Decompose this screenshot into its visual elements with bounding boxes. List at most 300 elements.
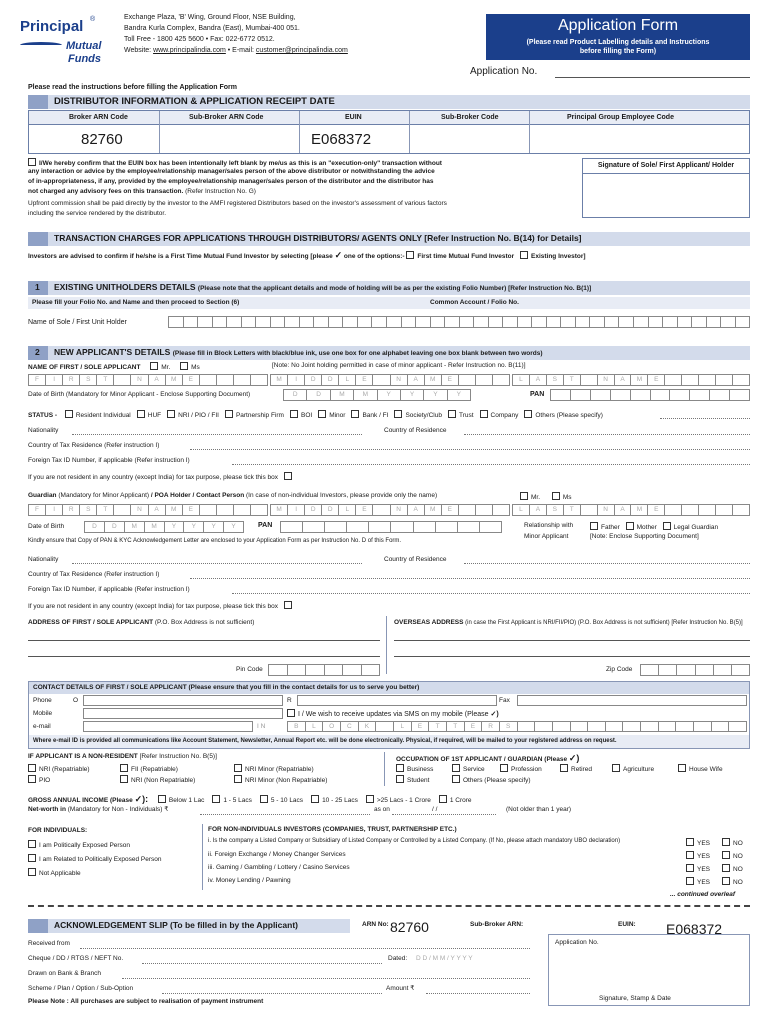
section2-header-bar [28, 346, 750, 360]
no-label: NO [733, 840, 743, 847]
grid-cell[interactable]: M [354, 390, 377, 400]
grid-cell[interactable]: S [80, 375, 97, 385]
grid-cell[interactable]: D [322, 505, 339, 515]
ms-checkbox[interactable] [180, 362, 188, 370]
grid-cell[interactable] [682, 505, 699, 515]
grid-cell[interactable]: M [631, 505, 648, 515]
grid-cell[interactable]: M [125, 522, 145, 532]
ack-amount-field[interactable] [426, 993, 530, 994]
business-checkbox[interactable] [396, 764, 404, 772]
grid-cell[interactable]: Y [424, 390, 447, 400]
email-label: e-mail [33, 723, 51, 730]
related-pep-checkbox[interactable] [28, 854, 36, 862]
email-grid-cell[interactable]: S [500, 722, 518, 731]
relationship-box [520, 520, 750, 546]
email-grid-cell[interactable] [659, 722, 677, 731]
grid-cell[interactable]: M [166, 505, 183, 515]
distributor-header-bar [28, 95, 750, 109]
email-grid-cell[interactable]: B [288, 722, 306, 731]
email-input-left[interactable] [83, 721, 253, 732]
grid-cell[interactable]: N [598, 505, 615, 515]
yes-checkbox[interactable] [686, 838, 694, 846]
email-grid-cell[interactable]: K [359, 722, 377, 731]
grid-cell[interactable]: D [105, 522, 125, 532]
email-grid-cell[interactable] [641, 722, 659, 731]
networth-field[interactable] [200, 814, 370, 815]
email-grid-cell[interactable] [712, 722, 730, 731]
g-country-tax-label: Country of Tax Residence (Refer instruction I) [28, 571, 160, 578]
grid-cell[interactable] [114, 505, 131, 515]
yes-label: YES [697, 840, 711, 847]
no-option [722, 851, 743, 860]
mother-checkbox[interactable] [626, 522, 634, 530]
grid-cell[interactable]: S [547, 505, 564, 515]
guardian-ms-checkbox[interactable] [552, 492, 560, 500]
ack-drawn-field[interactable] [122, 978, 530, 979]
ack-received-field[interactable] [80, 948, 530, 949]
foreign-tax-field[interactable] [232, 464, 750, 465]
grid-cell[interactable]: Y [401, 390, 424, 400]
grid-cell[interactable]: Y [378, 390, 401, 400]
pin-code-label: Pin Code [236, 666, 263, 673]
grid-cell[interactable]: N [391, 375, 408, 385]
guardian-title-row: Mr. Ms [520, 492, 572, 501]
grid-cell[interactable]: M [166, 375, 183, 385]
status-row: STATUS - Resident Individual HUF NRI / PIO / FII Partnership Firm BOI Minor Bank / FI Society/Club Trust Company Others (Please specify) [28, 412, 603, 419]
grid-cell[interactable] [733, 505, 749, 515]
guardian-dob-label: Date of Birth [28, 523, 65, 530]
grid-cell[interactable] [217, 505, 234, 515]
email-prefix: • E-mail: [227, 47, 254, 54]
transaction-header-bar [28, 232, 750, 246]
as-on-date-field[interactable] [392, 814, 496, 815]
grid-cell[interactable] [476, 505, 493, 515]
g-country-tax-field[interactable] [190, 578, 750, 579]
guardian-mr-checkbox[interactable] [520, 492, 528, 500]
mr-checkbox[interactable] [150, 362, 158, 370]
first-address-line-2[interactable] [28, 656, 380, 657]
status-option-label: Trust [458, 412, 474, 419]
grid-cell[interactable]: A [149, 505, 166, 515]
grid-cell[interactable]: D [305, 505, 322, 515]
email-grid-cell[interactable]: L [394, 722, 412, 731]
g-nationality-field[interactable] [72, 563, 362, 564]
grid-cell[interactable]: D [284, 390, 307, 400]
mobile-label: Mobile [33, 710, 53, 717]
nri-opt-2: FII (Repatriable) [120, 764, 178, 773]
enclose-note: [Note: Enclose Supporting Document] [590, 533, 699, 540]
email-grid-cell[interactable]: E [465, 722, 483, 731]
dob-grid[interactable] [283, 389, 471, 401]
email-grid-cell[interactable] [553, 722, 571, 731]
grid-cell[interactable]: I [288, 375, 305, 385]
grid-cell[interactable]: M [271, 375, 288, 385]
status-option-label: NRI / PIO / FII [178, 412, 219, 419]
last-name-grid[interactable] [512, 374, 750, 386]
mobile-input[interactable] [83, 708, 283, 719]
income-checkbox[interactable] [260, 795, 268, 803]
dob-label: Date of Birth (Mandatory for Minor Applicant - Enclose Supporting Document) [28, 391, 251, 398]
pan-grid[interactable] [550, 389, 750, 401]
no-option [722, 864, 743, 873]
grid-cell[interactable]: Y [165, 522, 185, 532]
transaction-advise: Investors are advised to confirm if he/she is a First Time Mutual Fund Investor by selecting [please ✓ one of the options:- First time Mutual Fund Investor Existing Investor] [28, 250, 586, 260]
grid-cell[interactable] [200, 375, 217, 385]
pio-checkbox[interactable] [28, 775, 36, 783]
grid-cell[interactable] [581, 375, 598, 385]
pin-code-grid[interactable] [268, 664, 380, 676]
grid-cell[interactable] [234, 375, 251, 385]
agriculture-checkbox[interactable] [612, 764, 620, 772]
grid-cell[interactable]: N [391, 505, 408, 515]
grid-cell[interactable]: L [339, 375, 356, 385]
no-option [722, 877, 743, 886]
not-applicable-checkbox[interactable] [28, 868, 36, 876]
grid-cell[interactable]: E [442, 505, 459, 515]
fii-repatriable-checkbox[interactable] [120, 764, 128, 772]
yes-checkbox[interactable] [686, 864, 694, 872]
status-checkbox[interactable] [290, 410, 298, 418]
no-checkbox[interactable] [722, 851, 730, 859]
application-no-label: Application No. [470, 66, 538, 77]
guardian-middle-name-grid[interactable] [270, 504, 510, 516]
email-in-label: I N [257, 723, 266, 730]
section2-number: 2 [35, 347, 40, 357]
first-unit-holder-input[interactable] [168, 316, 750, 328]
grid-cell[interactable]: F [29, 505, 46, 515]
euin-confirm-checkbox[interactable] [28, 158, 36, 166]
grid-cell[interactable]: E [648, 375, 665, 385]
col-broker-arn: Broker ARN Code [69, 114, 128, 121]
student-checkbox[interactable] [396, 775, 404, 783]
guardian-pan-label: PAN [258, 522, 273, 529]
country-tax-field[interactable] [190, 449, 750, 450]
nri-opt-1: NRI (Repatriable) [28, 764, 90, 773]
grid-cell[interactable]: D [85, 522, 105, 532]
yes-checkbox[interactable] [686, 851, 694, 859]
occ-opt-4: Retired [560, 764, 592, 773]
income-checkbox[interactable] [158, 795, 166, 803]
ack-signature-label: Signature, Stamp & Date [599, 995, 671, 1002]
grid-cell[interactable]: E [356, 505, 373, 515]
ack-arn-value[interactable]: 82760 [390, 919, 429, 935]
sms-checkbox[interactable] [287, 709, 295, 717]
grid-cell[interactable] [459, 505, 476, 515]
status-checkbox[interactable] [137, 410, 145, 418]
overseas-address-label: OVERSEAS ADDRESS (in case the First Applicant is NRI/FII/PIO) (P.O. Box Address is not sufficient) [Refer Instruction No. B(5)] [394, 619, 743, 626]
ack-dated-field[interactable]: D D / M M / Y Y Y Y [416, 955, 473, 962]
email-grid-cell[interactable]: L [306, 722, 324, 731]
yes-option [686, 877, 710, 886]
email-grid-cell[interactable] [623, 722, 641, 731]
grid-cell[interactable]: D [322, 375, 339, 385]
grid-cell[interactable]: E [648, 505, 665, 515]
status-checkbox[interactable] [448, 410, 456, 418]
grid-cell[interactable]: T [564, 375, 581, 385]
grid-cell[interactable]: A [530, 505, 547, 515]
status-option-label: Resident Individual [75, 412, 131, 419]
grid-cell[interactable] [234, 505, 251, 515]
signature-box[interactable] [582, 158, 750, 218]
grid-cell[interactable] [493, 505, 509, 515]
grid-cell[interactable]: M [425, 375, 442, 385]
relationship-options: Father Mother Legal Guardian [590, 522, 718, 531]
income-checkbox[interactable] [311, 795, 319, 803]
not-older-note: (Not older than 1 year) [506, 806, 572, 813]
email-link[interactable]: customer@principalindia.com [255, 47, 348, 54]
email-grid-cell[interactable] [606, 722, 624, 731]
income-checkbox[interactable] [366, 795, 374, 803]
grid-cell[interactable]: L [513, 505, 530, 515]
as-on-date-sep: / / [432, 806, 438, 813]
email-grid-cell[interactable]: E [412, 722, 430, 731]
grid-cell[interactable]: D [307, 390, 330, 400]
grid-cell[interactable] [716, 505, 733, 515]
status-checkbox[interactable] [225, 410, 233, 418]
ack-cheque-field[interactable] [142, 963, 382, 964]
first-applicant-name-row: NAME OF FIRST / SOLE APPLICANT Mr. Ms [28, 364, 200, 371]
broker-arn-value[interactable]: 82760 [81, 131, 123, 148]
phone-res-label: R [287, 697, 292, 704]
no-checkbox[interactable] [722, 864, 730, 872]
grid-cell[interactable] [581, 505, 598, 515]
email-grid-cell[interactable] [676, 722, 694, 731]
grid-cell[interactable]: M [331, 390, 354, 400]
yes-label: YES [697, 866, 711, 873]
status-checkbox[interactable] [65, 410, 73, 418]
ack-header-bar [28, 919, 350, 933]
website-prefix: Website: [124, 47, 152, 54]
grid-cell[interactable]: A [149, 375, 166, 385]
first-time-investor-checkbox[interactable] [406, 251, 414, 259]
yes-option [686, 851, 710, 860]
ack-scheme-field[interactable] [162, 993, 382, 994]
grid-cell[interactable]: Y [456, 391, 461, 398]
overseas-address-line-2[interactable] [394, 656, 750, 657]
not-resident-checkbox[interactable] [284, 472, 292, 480]
g-country-residence-field[interactable] [464, 563, 750, 564]
grid-cell[interactable] [665, 375, 682, 385]
website-link[interactable]: www.principalindia.com [153, 47, 226, 54]
address-line-2: Bandra Kurla Complex, Bandra (East), Mumbai-400 051. [124, 25, 300, 32]
grid-cell[interactable]: T [97, 375, 114, 385]
grid-cell[interactable]: M [631, 375, 648, 385]
status-checkbox[interactable] [351, 410, 359, 418]
nationality-field[interactable] [72, 434, 362, 435]
email-notice: Where e-mail ID is provided all communications like Account Statement, Newsletter, Annual Report etc. will be done electronically. Physical, if required, will be mailed to your registered address on request. [33, 738, 617, 744]
grid-cell[interactable] [665, 505, 682, 515]
grid-cell[interactable]: N [131, 505, 148, 515]
income-checkbox[interactable] [439, 795, 447, 803]
grid-cell[interactable]: D [305, 375, 322, 385]
email-grid-cell[interactable] [376, 722, 394, 731]
guardian-pan-grid[interactable] [280, 521, 502, 533]
retired-checkbox[interactable] [560, 764, 568, 772]
existing-investor-checkbox[interactable] [520, 251, 528, 259]
no-label: NO [733, 853, 743, 860]
grid-cell[interactable] [682, 375, 699, 385]
grid-cell[interactable]: E [183, 375, 200, 385]
status-checkbox[interactable] [167, 410, 175, 418]
phone-office-label: O [73, 697, 79, 704]
section2-title-row: NEW APPLICANT'S DETAILS (Please fill in Block Letters with black/blue ink, use one box for one alphabet leaving one box blank between two words) [54, 347, 543, 357]
grid-cell[interactable] [251, 505, 267, 515]
euin-value[interactable]: E068372 [311, 131, 372, 148]
grid-cell[interactable]: N [598, 375, 615, 385]
grid-cell[interactable]: M [271, 505, 288, 515]
email-grid-cell[interactable] [694, 722, 712, 731]
email-grid-cell[interactable] [588, 722, 606, 731]
nri-non-repatriable-checkbox[interactable] [120, 775, 128, 783]
grid-cell[interactable] [373, 375, 390, 385]
phone-office-input[interactable] [83, 695, 283, 706]
grid-cell[interactable]: S [547, 375, 564, 385]
grid-cell[interactable]: A [408, 505, 425, 515]
email-grid-cell[interactable]: R [482, 722, 500, 731]
email-grid-cell[interactable]: T [429, 722, 447, 731]
email-grid-cell[interactable] [729, 722, 746, 731]
status-checkbox[interactable] [318, 410, 326, 418]
no-label: NO [733, 866, 743, 873]
others-checkbox[interactable] [452, 775, 460, 783]
phone-res-input[interactable] [297, 695, 497, 706]
grid-cell[interactable]: R [63, 505, 80, 515]
status-checkbox[interactable] [394, 410, 402, 418]
sms-option: I / We wish to receive updates via SMS on my mobile (Please ✓) [287, 709, 499, 719]
ack-euin-value[interactable]: E068372 [666, 921, 723, 937]
grid-cell[interactable]: I [46, 375, 63, 385]
nri-repatriable-checkbox[interactable] [28, 764, 36, 772]
guardian-row: Guardian (Mandatory for Minor Applicant) / POA Holder / Contact Person (In case of non-individual Investors, please provide only the name) [28, 492, 438, 499]
grid-cell[interactable] [493, 375, 509, 385]
grid-cell[interactable]: F [29, 375, 46, 385]
ack-received-label: Received from [28, 940, 70, 947]
income-checkbox[interactable] [212, 795, 220, 803]
grid-cell[interactable]: A [615, 505, 632, 515]
continued-overleaf: ... continued overleaf [670, 891, 736, 898]
service-checkbox[interactable] [452, 764, 460, 772]
grid-cell[interactable] [716, 375, 733, 385]
grid-cell[interactable]: L [339, 505, 356, 515]
guardian-first-name-grid[interactable] [28, 504, 268, 516]
transaction-title: TRANSACTION CHARGES FOR APPLICATIONS THROUGH DISTRIBUTORS/ AGENTS ONLY [Refer Instruction No. B(14) for Details] [54, 233, 582, 243]
grid-cell[interactable]: M [145, 522, 165, 532]
pep-opt-3: Not Applicable [28, 868, 81, 877]
address-line-4 [124, 47, 348, 55]
first-address-line-1[interactable] [28, 640, 380, 641]
logo-mutual: Mutual [66, 40, 102, 52]
grid-cell[interactable] [699, 505, 716, 515]
country-residence-field[interactable] [464, 434, 750, 435]
grid-cell[interactable]: E [356, 375, 373, 385]
income-option-label: 5 - 10 Lacs [270, 797, 304, 804]
overseas-address-line-1[interactable] [394, 640, 750, 641]
grid-cell[interactable]: I [288, 505, 305, 515]
grid-cell[interactable]: I [46, 505, 63, 515]
guardian-dob-grid[interactable] [84, 521, 244, 533]
legal-guardian-checkbox[interactable] [663, 522, 671, 530]
status-checkbox[interactable] [480, 410, 488, 418]
grid-cell[interactable]: Y [184, 522, 204, 532]
grid-cell[interactable] [217, 375, 234, 385]
no-label: NO [733, 879, 743, 886]
non-individuals-title: FOR NON-INDIVIDUALS INVESTORS (COMPANIES, TRUST, PARTNERSHIP ETC.) [208, 826, 457, 833]
zip-code-grid[interactable] [640, 664, 750, 676]
grid-cell[interactable]: A [615, 375, 632, 385]
email-grid-cell[interactable] [518, 722, 536, 731]
grid-cell[interactable] [200, 505, 217, 515]
grid-cell[interactable]: S [80, 505, 97, 515]
grid-cell[interactable]: Y [231, 523, 236, 530]
nri-minor-repatriable-checkbox[interactable] [234, 764, 242, 772]
grid-cell[interactable] [459, 375, 476, 385]
status-checkbox[interactable] [524, 410, 532, 418]
first-name-grid[interactable] [28, 374, 268, 386]
grid-cell[interactable]: N [131, 375, 148, 385]
grid-cell[interactable]: A [408, 375, 425, 385]
grid-cell[interactable]: A [530, 375, 547, 385]
father-checkbox[interactable] [590, 522, 598, 530]
grid-cell[interactable]: R [63, 375, 80, 385]
first-address-label: ADDRESS OF FIRST / SOLE APPLICANT (P.O. Box Address is not sufficient) [28, 619, 255, 626]
guardian-last-name-grid[interactable] [512, 504, 750, 516]
profession-checkbox[interactable] [500, 764, 508, 772]
g-not-resident-checkbox[interactable] [284, 601, 292, 609]
occ-opt-2: Service [452, 764, 485, 773]
grid-cell[interactable]: Y [204, 522, 224, 532]
no-checkbox[interactable] [722, 838, 730, 846]
no-checkbox[interactable] [722, 877, 730, 885]
pep-checkbox[interactable] [28, 840, 36, 848]
contact-title: CONTACT DETAILS OF FIRST / SOLE APPLICANT (Please ensure that you fill in the contact details for us to serve you better) [33, 684, 420, 691]
grid-cell[interactable] [114, 375, 131, 385]
grid-cell[interactable] [699, 375, 716, 385]
housewife-checkbox[interactable] [678, 764, 686, 772]
grid-cell[interactable]: E [183, 505, 200, 515]
yes-checkbox[interactable] [686, 877, 694, 885]
individuals-title: FOR INDIVIDUALS: [28, 827, 88, 834]
grid-cell[interactable] [733, 375, 749, 385]
email-grid-cell[interactable]: O [323, 722, 341, 731]
ack-arn-label: ARN No: [362, 921, 389, 928]
email-grid-cell[interactable] [535, 722, 553, 731]
email-grid-cell[interactable]: C [341, 722, 359, 731]
grid-cell[interactable]: E [442, 375, 459, 385]
grid-cell[interactable]: M [425, 505, 442, 515]
grid-cell[interactable]: T [97, 505, 114, 515]
pep-opt-2: I am Related to Politically Exposed Person [28, 854, 161, 863]
nri-minor-non-repatriable-checkbox[interactable] [234, 775, 242, 783]
grid-cell[interactable] [373, 505, 390, 515]
middle-name-grid[interactable] [270, 374, 510, 386]
application-no-field[interactable] [555, 77, 750, 78]
email-block-grid[interactable] [287, 721, 747, 732]
grid-cell[interactable]: L [513, 375, 530, 385]
email-grid-cell[interactable]: T [447, 722, 465, 731]
ack-stamp-box[interactable] [548, 934, 750, 1006]
logo-reg: ® [90, 16, 96, 23]
income-option-label: Below 1 Lac [168, 797, 205, 804]
grid-cell[interactable]: T [564, 505, 581, 515]
nationality-label: Nationality [28, 427, 59, 434]
g-foreign-tax-field[interactable] [232, 593, 750, 594]
grid-cell[interactable] [251, 375, 267, 385]
folio-fill-instruction: Please fill your Folio No. and Name and then proceed to Section (6) [32, 299, 240, 306]
status-option-label: Society/Club [405, 412, 442, 419]
grid-cell[interactable] [476, 375, 493, 385]
email-grid-cell[interactable] [571, 722, 589, 731]
fax-input[interactable] [517, 695, 747, 706]
